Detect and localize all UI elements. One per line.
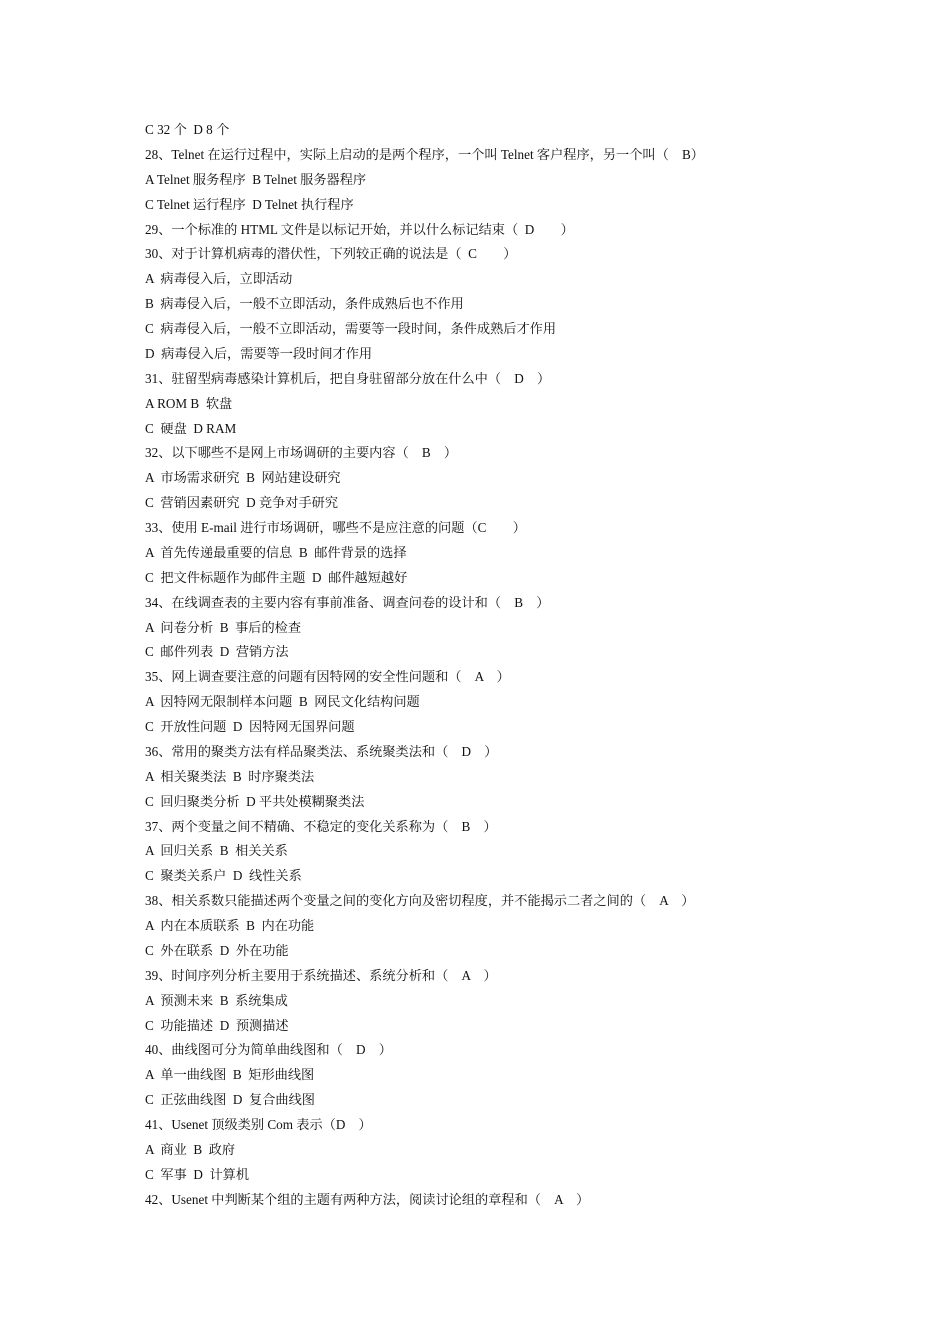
options-line: C 军事 D 计算机 [145,1166,250,1182]
question-37: 37、两个变量之间不精确、不稳定的变化关系称为（ B ） [145,818,497,834]
text-line: C 32 个 D 8 个 [145,122,230,137]
options-line: C 把文件标题作为邮件主题 D 邮件越短越好 [145,569,408,585]
question-30: 30、对于计算机病毒的潜伏性，下列较正确的说法是（ C ） [145,246,517,262]
question-38: 38、相关系数只能描述两个变量之间的变化方向及密切程度，并不能揭示二者之间的（ A ） [145,893,695,909]
options-line: A 市场需求研究 B 网站建设研究 [145,470,341,486]
options-line: A Telnet 服务程序 B Telnet 服务器程序 [145,171,367,187]
options-line: C 聚类关系户 D 线性关系 [145,868,302,884]
options-line: C 外在联系 D 外在功能 [145,942,289,958]
options-line: A ROM B 软盘 [145,395,233,411]
options-line: C 硬盘 D RAM [145,420,237,436]
options-line: B 病毒侵入后，一般不立即活动，条件成熟后也不作用 [145,296,464,312]
options-line: C 邮件列表 D 营销方法 [145,644,289,660]
question-39: 39、时间序列分析主要用于系统描述、系统分析和（ A ） [145,967,497,983]
question-28: 28、Telnet 在运行过程中，实际上启动的是两个程序，一个叫 Telnet 客户程序，另一个叫（ B） [145,146,704,162]
question-34: 34、在线调查表的主要内容有事前准备、调查问卷的设计和（ B ） [145,594,550,610]
options-line: A 单一曲线图 B 矩形曲线图 [145,1067,315,1083]
options-line: A 因特网无限制样本问题 B 网民文化结构问题 [145,694,420,710]
options-line: C 正弦曲线图 D 复合曲线图 [145,1092,315,1108]
options-line: C 营销因素研究 D 竞争对手研究 [145,495,339,511]
question-35: 35、网上调查要注意的问题有因特网的安全性问题和（ A ） [145,669,510,685]
options-line: A 首先传递最重要的信息 B 邮件背景的选择 [145,544,407,560]
question-29: 29、一个标准的 HTML 文件是以标记开始，并以什么标记结束（ D ） [145,221,574,237]
options-line: A 相关聚类法 B 时序聚类法 [145,768,315,784]
options-line: A 问卷分析 B 事后的检查 [145,619,302,635]
options-line: A 内在本质联系 B 内在功能 [145,918,315,933]
options-line: A 预测未来 B 系统集成 [145,992,288,1008]
document-body [145,118,845,1213]
question-32: 32、以下哪些不是网上市场调研的主要内容（ B ） [145,445,458,461]
options-line: D 病毒侵入后，需要等一段时间才作用 [145,345,373,361]
options-line: C 开放性问题 D 因特网无国界问题 [145,719,355,734]
question-40: 40、曲线图可分为简单曲线图和（ D ） [145,1042,392,1058]
question-41: 41、Usenet 顶级类别 Com 表示（D ） [145,1117,372,1132]
options-line: A 病毒侵入后，立即活动 [145,271,293,287]
question-42: 42、Usenet 中判断某个组的主题有两种方法，阅读讨论组的章程和（ A ） [145,1191,590,1207]
options-line: C 病毒侵入后，一般不立即活动，需要等一段时间，条件成熟后才作用 [145,321,557,336]
question-31: 31、驻留型病毒感染计算机后，把自身驻留部分放在什么中（ D ） [145,370,551,386]
question-36: 36、常用的聚类方法有样品聚类法、系统聚类法和（ D ） [145,743,498,759]
question-33: 33、使用 E-mail 进行市场调研，哪些不是应注意的问题（C ） [145,520,526,535]
options-line: A 回归关系 B 相关关系 [145,843,288,859]
options-line: C Telnet 运行程序 D Telnet 执行程序 [145,196,354,212]
options-line: A 商业 B 政府 [145,1141,236,1157]
options-line: C 回归聚类分析 D 平共处模糊聚类法 [145,793,365,809]
options-line: C 功能描述 D 预测描述 [145,1017,289,1033]
